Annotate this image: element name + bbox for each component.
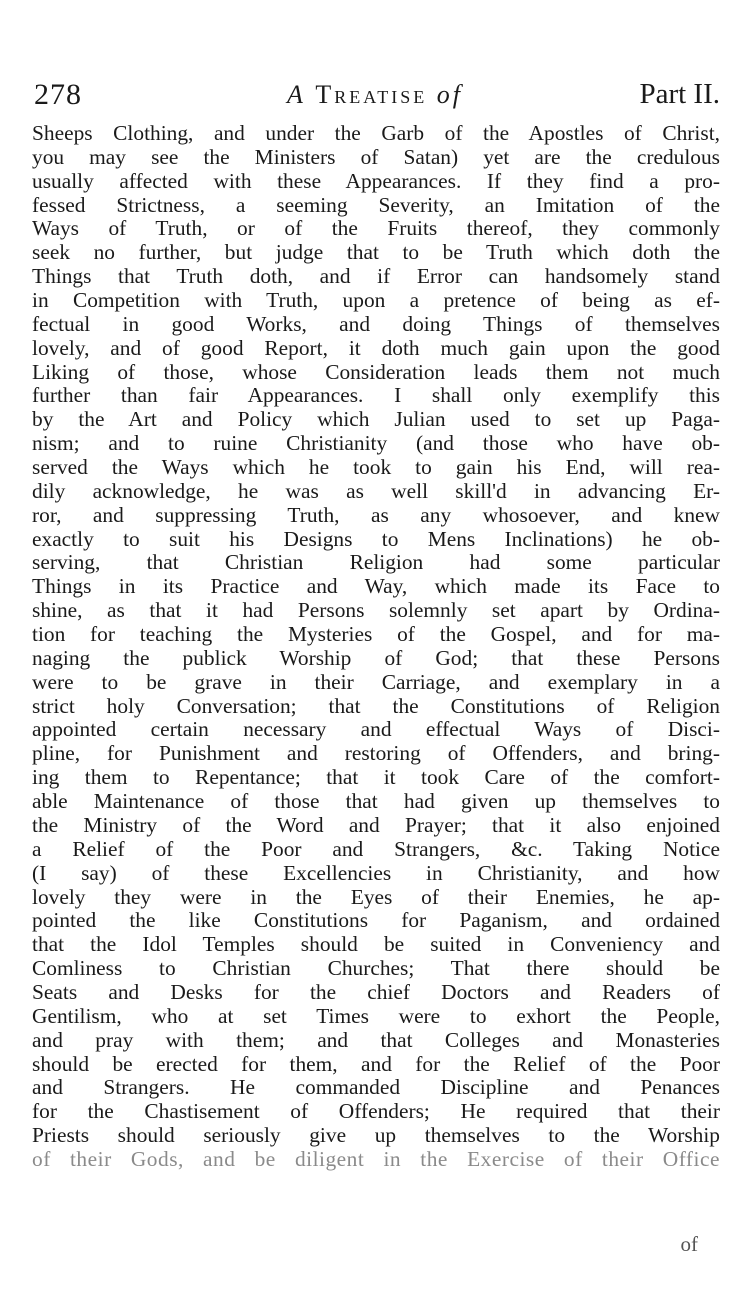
text-line: appointed certain necessary and effectual Ways of Disci-	[32, 718, 720, 742]
text-line: serving, that Christian Religion had some particular	[32, 551, 720, 575]
text-line: tion for teaching the Mysteries of the Gospel, and for ma-	[32, 623, 720, 647]
text-line: further than fair Appearances. I shall only exemplify this	[32, 384, 720, 408]
text-line: Priests should seriously give up themselves to the Worship	[32, 1124, 720, 1148]
text-line: fectual in good Works, and doing Things of themselves	[32, 312, 720, 336]
text-line: Sheeps Clothing, and under the Garb of the Apostles of Christ,	[32, 122, 720, 145]
text-line: usually affected with these Appearances. If they find a pro-	[32, 169, 720, 193]
running-title-word: Treatise	[315, 80, 428, 109]
text-line: and pray with them; and that Colleges and Monasteries	[32, 1028, 720, 1052]
text-line: Ways of Truth, or of the Fruits thereof, they commonly	[32, 217, 720, 241]
running-title	[30, 80, 720, 110]
text-line: pline, for Punishment and restoring of Offenders, and bring-	[32, 742, 720, 766]
text-line: lovely they were in the Eyes of their Enemies, he ap-	[32, 885, 720, 909]
text-line: a Relief of the Poor and Strangers, &c. Taking Notice	[32, 837, 720, 861]
text-line: pointed the like Constitutions for Paganism, and ordained	[32, 909, 720, 933]
text-line-cropped: of their Gods, and be diligent in the Exercise of their Office	[32, 1147, 720, 1171]
text-line: dily acknowledge, he was as well skill'd in advancing Er-	[32, 479, 720, 503]
text-line: shine, as that it had Persons solemnly set apart by Ordina-	[32, 599, 720, 623]
text-line: for the Chastisement of Offenders; He required that their	[32, 1100, 720, 1124]
text-line: Things that Truth doth, and if Error can handsomely stand	[32, 265, 720, 289]
text-line: the Ministry of the Word and Prayer; that it also enjoined	[32, 813, 720, 837]
text-line: that the Idol Temples should be suited in Conveniency and	[32, 933, 720, 957]
part-label: Part II.	[639, 78, 720, 110]
text-line: were to be grave in their Carriage, and exemplary in a	[32, 670, 720, 694]
catchword: of	[680, 1232, 698, 1256]
running-title-of: of	[436, 80, 463, 109]
text-line: fessed Strictness, a seeming Severity, an Imitation of the	[32, 193, 720, 217]
page-number: 278	[34, 78, 82, 111]
text-line: by the Art and Policy which Julian used to set up Paga-	[32, 408, 720, 432]
text-line: Liking of those, whose Consideration leads them not much	[32, 360, 720, 384]
text-line: you may see the Ministers of Satan) yet are the credulous	[32, 145, 720, 169]
text-line: in Competition with Truth, upon a pretence of being as ef-	[32, 289, 720, 313]
text-line: should be erected for them, and for the Relief of the Poor	[32, 1052, 720, 1076]
text-line: Seats and Desks for the chief Doctors and Readers of	[32, 980, 720, 1004]
text-line: (I say) of these Excellencies in Christianity, and how	[32, 861, 720, 885]
text-line: Things in its Practice and Way, which made its Face to	[32, 575, 720, 599]
running-title-initial: A	[286, 80, 306, 109]
running-head	[30, 78, 720, 122]
text-line: strict holy Conversation; that the Constitutions of Religion	[32, 694, 720, 718]
text-line: served the Ways which he took to gain his End, will rea-	[32, 456, 720, 480]
text-line: lovely, and of good Report, it doth much gain upon the good	[32, 336, 720, 360]
text-line: able Maintenance of those that had given up themselves to	[32, 790, 720, 814]
text-line: and Strangers. He commanded Discipline and Penances	[32, 1076, 720, 1100]
text-line: ror, and suppressing Truth, as any whosoever, and knew	[32, 503, 720, 527]
text-line: nism; and to ruine Christianity (and those who have ob-	[32, 432, 720, 456]
text-line: seek no further, but judge that to be Truth which doth the	[32, 241, 720, 265]
text-line: ing them to Repentance; that it took Care of the comfort-	[32, 766, 720, 790]
text-line: Comliness to Christian Churches; That there should be	[32, 957, 720, 981]
text-line: exactly to suit his Designs to Mens Inclinations) he ob-	[32, 527, 720, 551]
body-text	[32, 122, 720, 1172]
text-line: naging the publick Worship of God; that these Persons	[32, 646, 720, 670]
text-line: Gentilism, who at set Times were to exhort the People,	[32, 1004, 720, 1028]
